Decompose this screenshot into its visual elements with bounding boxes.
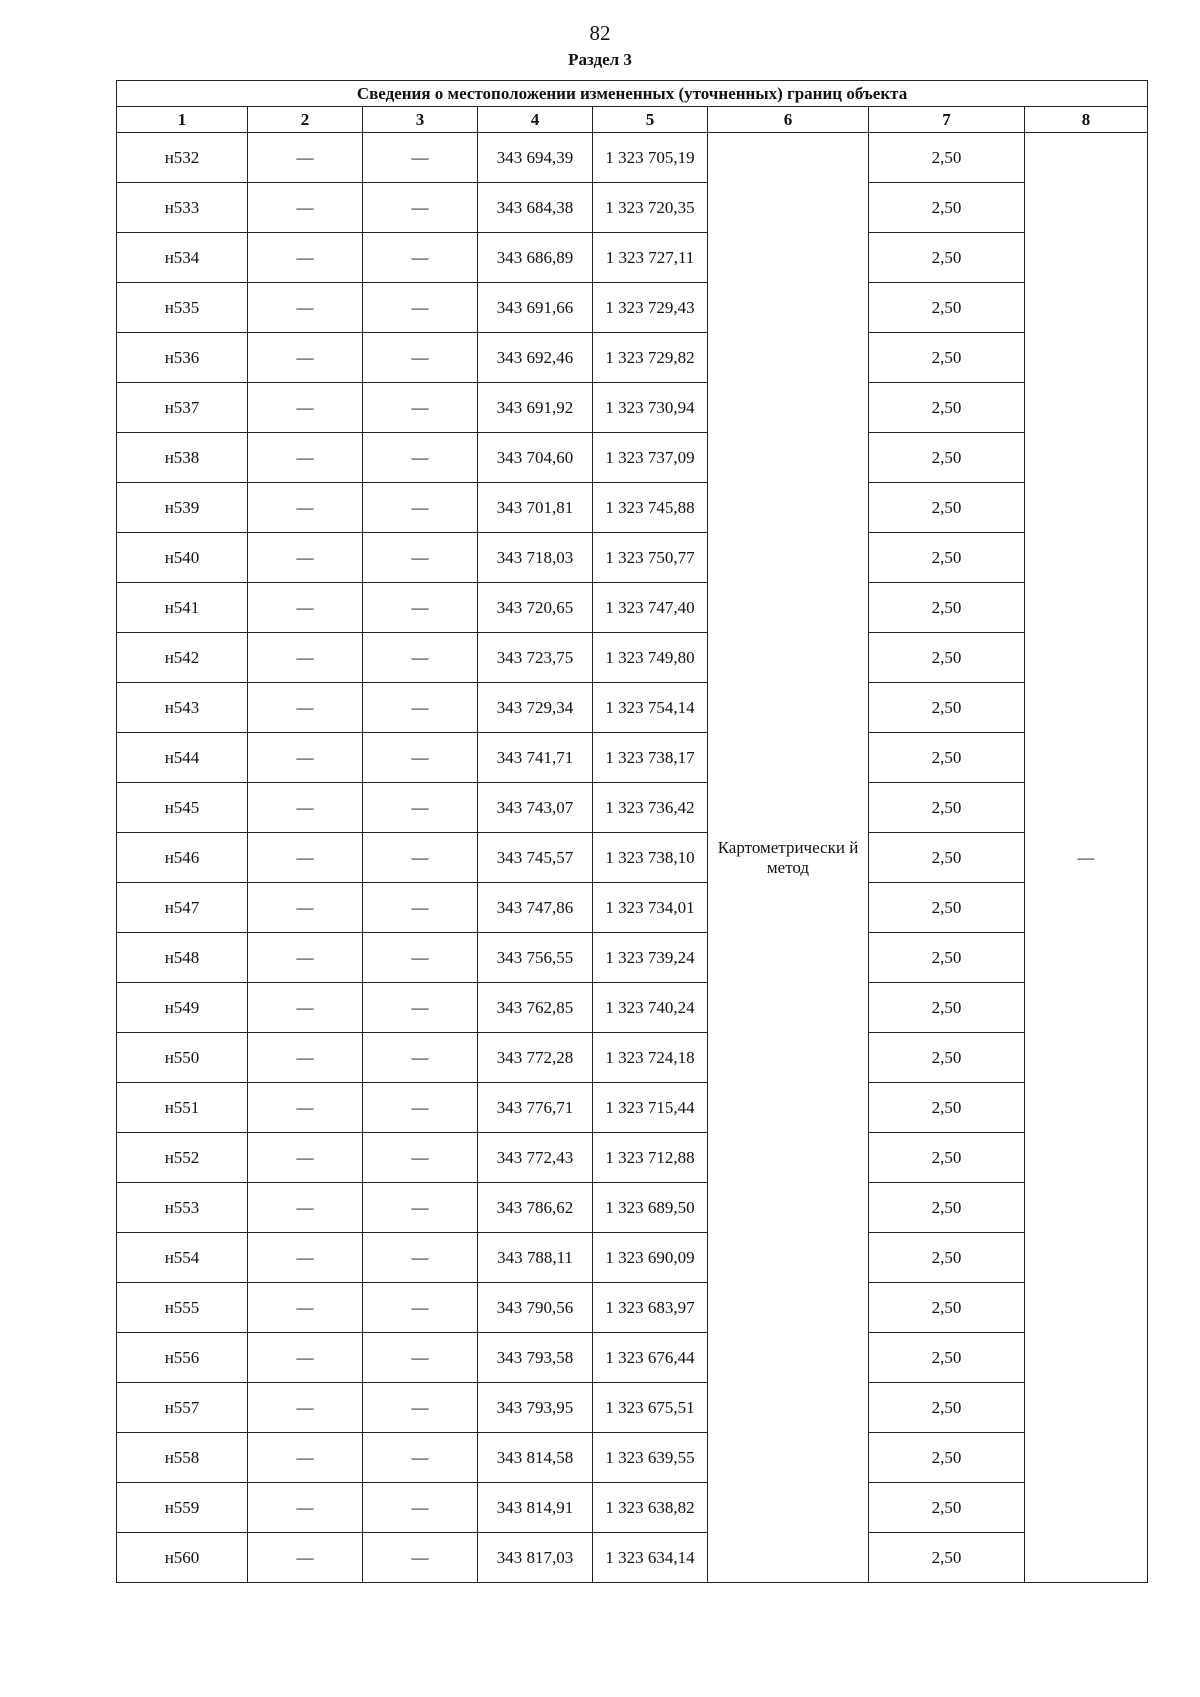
table-row [117,533,1148,583]
point-name-cell: н537 [117,383,248,433]
point-name-cell: н546 [117,833,248,883]
y-coordinate-cell: 1 323 683,97 [593,1283,708,1333]
point-name-cell: н552 [117,1133,248,1183]
column-3-cell: — [363,1183,478,1233]
column-number-5: 5 [593,107,708,133]
accuracy-cell: 2,50 [869,233,1025,283]
table-row [117,183,1148,233]
y-coordinate-cell: 1 323 754,14 [593,683,708,733]
x-coordinate-cell: 343 793,95 [478,1383,593,1433]
column-number-4: 4 [478,107,593,133]
table-row [117,383,1148,433]
column-3-cell: — [363,833,478,883]
point-name-cell: н554 [117,1233,248,1283]
column-3-cell: — [363,1083,478,1133]
column-2-cell: — [248,683,363,733]
table-body [117,81,1148,1583]
accuracy-cell: 2,50 [869,1383,1025,1433]
point-name-cell: н543 [117,683,248,733]
table-row [117,783,1148,833]
column-3-cell: — [363,483,478,533]
x-coordinate-cell: 343 745,57 [478,833,593,883]
table-row [117,1183,1148,1233]
accuracy-cell: 2,50 [869,833,1025,883]
accuracy-cell: 2,50 [869,733,1025,783]
column-3-cell: — [363,933,478,983]
table-row [117,333,1148,383]
x-coordinate-cell: 343 691,92 [478,383,593,433]
accuracy-cell: 2,50 [869,1183,1025,1233]
column-2-cell: — [248,1433,363,1483]
point-name-cell: н539 [117,483,248,533]
accuracy-cell: 2,50 [869,683,1025,733]
x-coordinate-cell: 343 686,89 [478,233,593,283]
accuracy-cell: 2,50 [869,1483,1025,1533]
x-coordinate-cell: 343 788,11 [478,1233,593,1283]
column-3-cell: — [363,283,478,333]
column-3-cell: — [363,1433,478,1483]
point-name-cell: н548 [117,933,248,983]
accuracy-cell: 2,50 [869,1233,1025,1283]
table-row [117,1433,1148,1483]
point-name-cell: н538 [117,433,248,483]
accuracy-cell: 2,50 [869,1283,1025,1333]
column-2-cell: — [248,633,363,683]
column-3-cell: — [363,1033,478,1083]
point-name-cell: н555 [117,1283,248,1333]
y-coordinate-cell: 1 323 745,88 [593,483,708,533]
column-number-7: 7 [869,107,1025,133]
point-name-cell: н553 [117,1183,248,1233]
column-number-3: 3 [363,107,478,133]
y-coordinate-cell: 1 323 736,42 [593,783,708,833]
x-coordinate-cell: 343 704,60 [478,433,593,483]
x-coordinate-cell: 343 741,71 [478,733,593,783]
column-2-cell: — [248,1183,363,1233]
x-coordinate-cell: 343 694,39 [478,133,593,183]
page-number: 82 [589,21,611,45]
y-coordinate-cell: 1 323 676,44 [593,1333,708,1383]
column-2-cell: — [248,883,363,933]
x-coordinate-cell: 343 718,03 [478,533,593,583]
x-coordinate-cell: 343 747,86 [478,883,593,933]
y-coordinate-cell: 1 323 689,50 [593,1183,708,1233]
y-coordinate-cell: 1 323 734,01 [593,883,708,933]
table-row [117,933,1148,983]
column-2-cell: — [248,1333,363,1383]
y-coordinate-cell: 1 323 638,82 [593,1483,708,1533]
column-3-cell: — [363,183,478,233]
column-number-1: 1 [117,107,248,133]
column-2-cell: — [248,133,363,183]
column-3-cell: — [363,1483,478,1533]
x-coordinate-cell: 343 723,75 [478,633,593,683]
x-coordinate-cell: 343 790,56 [478,1283,593,1333]
table-row [117,583,1148,633]
column-2-cell: — [248,1283,363,1333]
x-coordinate-cell: 343 762,85 [478,983,593,1033]
column-3-cell: — [363,133,478,183]
column-2-cell: — [248,783,363,833]
x-coordinate-cell: 343 814,91 [478,1483,593,1533]
column-3-cell: — [363,883,478,933]
column-2-cell: — [248,533,363,583]
point-name-cell: н550 [117,1033,248,1083]
accuracy-cell: 2,50 [869,483,1025,533]
column-number-6: 6 [708,107,869,133]
column-2-cell: — [248,833,363,883]
table-row [117,983,1148,1033]
accuracy-cell: 2,50 [869,1033,1025,1083]
column-3-cell: — [363,383,478,433]
column-2-cell: — [248,1483,363,1533]
point-name-cell: н549 [117,983,248,1033]
column-2-cell: — [248,1133,363,1183]
column-3-cell: — [363,433,478,483]
x-coordinate-cell: 343 776,71 [478,1083,593,1133]
column-2-cell: — [248,1533,363,1583]
column-number-2: 2 [248,107,363,133]
table-row [117,233,1148,283]
column-2-cell: — [248,1383,363,1433]
table-row [117,1133,1148,1183]
column-2-cell: — [248,1083,363,1133]
accuracy-cell: 2,50 [869,1533,1025,1583]
table-title: Сведения о местоположении измененных (уточненных) границ объекта [117,81,1148,107]
y-coordinate-cell: 1 323 739,24 [593,933,708,983]
column-3-cell: — [363,1383,478,1433]
y-coordinate-cell: 1 323 690,09 [593,1233,708,1283]
x-coordinate-cell: 343 720,65 [478,583,593,633]
accuracy-cell: 2,50 [869,1433,1025,1483]
point-name-cell: н551 [117,1083,248,1133]
column-2-cell: — [248,433,363,483]
x-coordinate-cell: 343 684,38 [478,183,593,233]
y-coordinate-cell: 1 323 737,09 [593,433,708,483]
column-2-cell: — [248,283,363,333]
accuracy-cell: 2,50 [869,533,1025,583]
accuracy-cell: 2,50 [869,433,1025,483]
x-coordinate-cell: 343 772,28 [478,1033,593,1083]
point-name-cell: н532 [117,133,248,183]
table-row [117,1283,1148,1333]
point-name-cell: н544 [117,733,248,783]
table-row [117,1333,1148,1383]
x-coordinate-cell: 343 814,58 [478,1433,593,1483]
table-row [117,1533,1148,1583]
column-3-cell: — [363,983,478,1033]
point-name-cell: н542 [117,633,248,683]
point-name-cell: н533 [117,183,248,233]
accuracy-cell: 2,50 [869,383,1025,433]
column-2-cell: — [248,1233,363,1283]
column-2-cell: — [248,333,363,383]
table-row [117,683,1148,733]
table-row [117,633,1148,683]
x-coordinate-cell: 343 692,46 [478,333,593,383]
column-2-cell: — [248,933,363,983]
table-title-row [117,81,1148,107]
x-coordinate-cell: 343 743,07 [478,783,593,833]
column-3-cell: — [363,233,478,283]
table-row [117,883,1148,933]
column-number-row [117,107,1148,133]
column-3-cell: — [363,1333,478,1383]
y-coordinate-cell: 1 323 749,80 [593,633,708,683]
y-coordinate-cell: 1 323 727,11 [593,233,708,283]
y-coordinate-cell: 1 323 738,17 [593,733,708,783]
point-name-cell: н558 [117,1433,248,1483]
column-2-cell: — [248,183,363,233]
y-coordinate-cell: 1 323 720,35 [593,183,708,233]
accuracy-cell: 2,50 [869,633,1025,683]
column-3-cell: — [363,1533,478,1583]
table-row [117,1033,1148,1083]
column-3-cell: — [363,1133,478,1183]
column-2-cell: — [248,233,363,283]
section-title: Раздел 3 [568,50,632,69]
point-name-cell: н557 [117,1383,248,1433]
point-name-cell: н536 [117,333,248,383]
accuracy-cell: 2,50 [869,783,1025,833]
table-row [117,1483,1148,1533]
column-2-cell: — [248,483,363,533]
table-row [117,1383,1148,1433]
column-2-cell: — [248,733,363,783]
y-coordinate-cell: 1 323 675,51 [593,1383,708,1433]
x-coordinate-cell: 343 756,55 [478,933,593,983]
point-name-cell: н535 [117,283,248,333]
accuracy-cell: 2,50 [869,883,1025,933]
accuracy-cell: 2,50 [869,133,1025,183]
y-coordinate-cell: 1 323 634,14 [593,1533,708,1583]
method-cell: Картометрически й метод [708,133,869,1583]
column-2-cell: — [248,1033,363,1083]
column-3-cell: — [363,783,478,833]
x-coordinate-cell: 343 729,34 [478,683,593,733]
accuracy-cell: 2,50 [869,583,1025,633]
y-coordinate-cell: 1 323 712,88 [593,1133,708,1183]
accuracy-cell: 2,50 [869,1333,1025,1383]
y-coordinate-cell: 1 323 715,44 [593,1083,708,1133]
column-3-cell: — [363,583,478,633]
table-row [117,433,1148,483]
accuracy-cell: 2,50 [869,333,1025,383]
x-coordinate-cell: 343 793,58 [478,1333,593,1383]
x-coordinate-cell: 343 772,43 [478,1133,593,1183]
column-2-cell: — [248,583,363,633]
column-3-cell: — [363,533,478,583]
column-number-8: 8 [1025,107,1148,133]
column-8-cell: — [1025,133,1148,1583]
table-row [117,283,1148,333]
accuracy-cell: 2,50 [869,933,1025,983]
table-row [117,1233,1148,1283]
column-2-cell: — [248,383,363,433]
accuracy-cell: 2,50 [869,983,1025,1033]
point-name-cell: н534 [117,233,248,283]
boundary-coordinates-table [116,80,1148,1583]
y-coordinate-cell: 1 323 740,24 [593,983,708,1033]
column-3-cell: — [363,733,478,783]
x-coordinate-cell: 343 691,66 [478,283,593,333]
table-row [117,133,1148,183]
column-3-cell: — [363,633,478,683]
y-coordinate-cell: 1 323 738,10 [593,833,708,883]
accuracy-cell: 2,50 [869,283,1025,333]
x-coordinate-cell: 343 701,81 [478,483,593,533]
point-name-cell: н541 [117,583,248,633]
table-row [117,833,1148,883]
point-name-cell: н545 [117,783,248,833]
y-coordinate-cell: 1 323 639,55 [593,1433,708,1483]
y-coordinate-cell: 1 323 724,18 [593,1033,708,1083]
x-coordinate-cell: 343 817,03 [478,1533,593,1583]
point-name-cell: н540 [117,533,248,583]
y-coordinate-cell: 1 323 705,19 [593,133,708,183]
point-name-cell: н547 [117,883,248,933]
column-3-cell: — [363,333,478,383]
point-name-cell: н559 [117,1483,248,1533]
x-coordinate-cell: 343 786,62 [478,1183,593,1233]
column-2-cell: — [248,983,363,1033]
accuracy-cell: 2,50 [869,1133,1025,1183]
y-coordinate-cell: 1 323 750,77 [593,533,708,583]
column-3-cell: — [363,1283,478,1333]
point-name-cell: н560 [117,1533,248,1583]
column-3-cell: — [363,683,478,733]
point-name-cell: н556 [117,1333,248,1383]
y-coordinate-cell: 1 323 747,40 [593,583,708,633]
column-3-cell: — [363,1233,478,1283]
accuracy-cell: 2,50 [869,1083,1025,1133]
table-row [117,483,1148,533]
y-coordinate-cell: 1 323 729,43 [593,283,708,333]
y-coordinate-cell: 1 323 730,94 [593,383,708,433]
y-coordinate-cell: 1 323 729,82 [593,333,708,383]
accuracy-cell: 2,50 [869,183,1025,233]
table-row [117,733,1148,783]
table-row [117,1083,1148,1133]
